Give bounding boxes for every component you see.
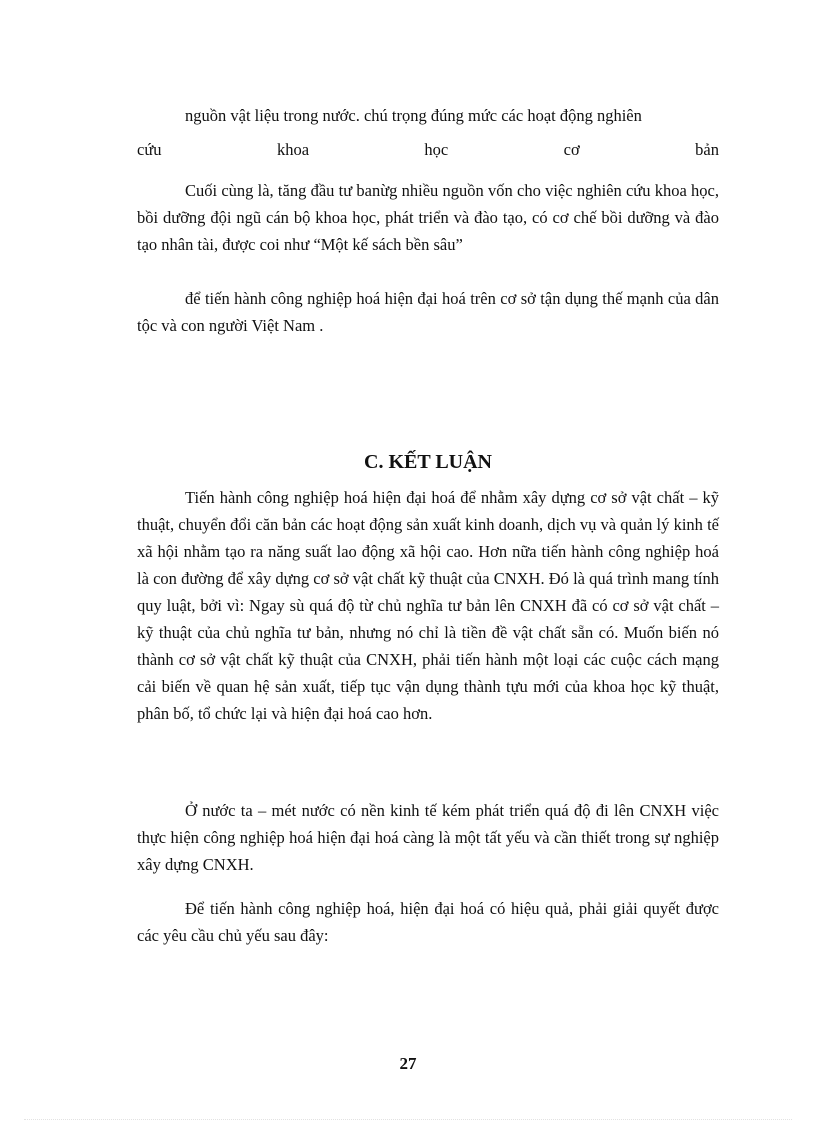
intro-line-2 [137, 136, 719, 163]
intro-word: cơ [563, 140, 580, 159]
paragraph-conclusion-2: Ở nước ta – mét nước có nền kinh tế kém phát triển quá độ đi lên CNXH việc thực hiện công nghiệp hoá hiện đại hoá càng là một tất yếu và cần thiết trong sự nghiệp xây dựng CNXH. [137, 801, 719, 874]
paragraph-conclusion-3: Để tiến hành công nghiệp hoá, hiện đại hoá có hiệu quả, phải giải quyết được các yêu cầu chủ yếu sau đây: [137, 899, 719, 945]
intro-line-1: nguồn vật liệu trong nước. chú trọng đúng mức các hoạt động nghiên [185, 106, 642, 125]
paragraph-investment: Cuối cùng là, tăng đầu tư banừg nhiều nguồn vốn cho việc nghiên cứu khoa học, bồi dưỡng đội ngũ cán bộ khoa học, phát triển và đào tạo, có cơ chế bồi dưỡng và đào tạo nhân tài, được coi như “Một kế sách bền sâu” [137, 181, 719, 254]
intro-word: khoa [276, 140, 310, 159]
intro-word: cứu [137, 140, 162, 159]
paragraph-industrialization: để tiến hành công nghiệp hoá hiện đại hoá trên cơ sở tận dụng thế mạnh của dân tộc và con người Việt Nam . [137, 289, 719, 335]
intro-word: bản [695, 140, 719, 159]
section-title: C. KẾT LUẬN [364, 451, 492, 473]
intro-word: học [424, 140, 449, 159]
page-number: 27 [399, 1054, 417, 1073]
paragraph-conclusion-1: Tiến hành công nghiệp hoá hiện đại hoá để nhằm xây dựng cơ sở vật chất – kỹ thuật, chuyển đổi căn bản các hoạt động sản xuất kinh doanh, dịch vụ và quản lý kinh tế xã hội nhằm tạo ra năng suất lao động xã hội cao. Hơn nữa tiến hành công nghiệp hoá là con đường để xây dựng cơ sở vật chất kỹ thuật của CNXH. Đó là quá trình mang tính quy luật, bởi vì: Ngay sù quá độ từ chủ nghĩa tư bản lên CNXH đã có cơ sở vật chất – kỹ thuật của chủ nghĩa tư bản, nhưng nó chỉ là tiền đề vật chất sẵn có. Muốn biến nó thành cơ sở vật chất kỹ thuật của CNXH, phải tiến hành một loại các cuộc cách mạng cải biến về quan hệ sản xuất, tiếp tục vận dụng thành tựu mới của khoa học kỹ thuật, phân bố, tổ chức lại và hiện đại hoá cao hơn. [137, 488, 719, 723]
page-bottom-divider [24, 1119, 792, 1120]
